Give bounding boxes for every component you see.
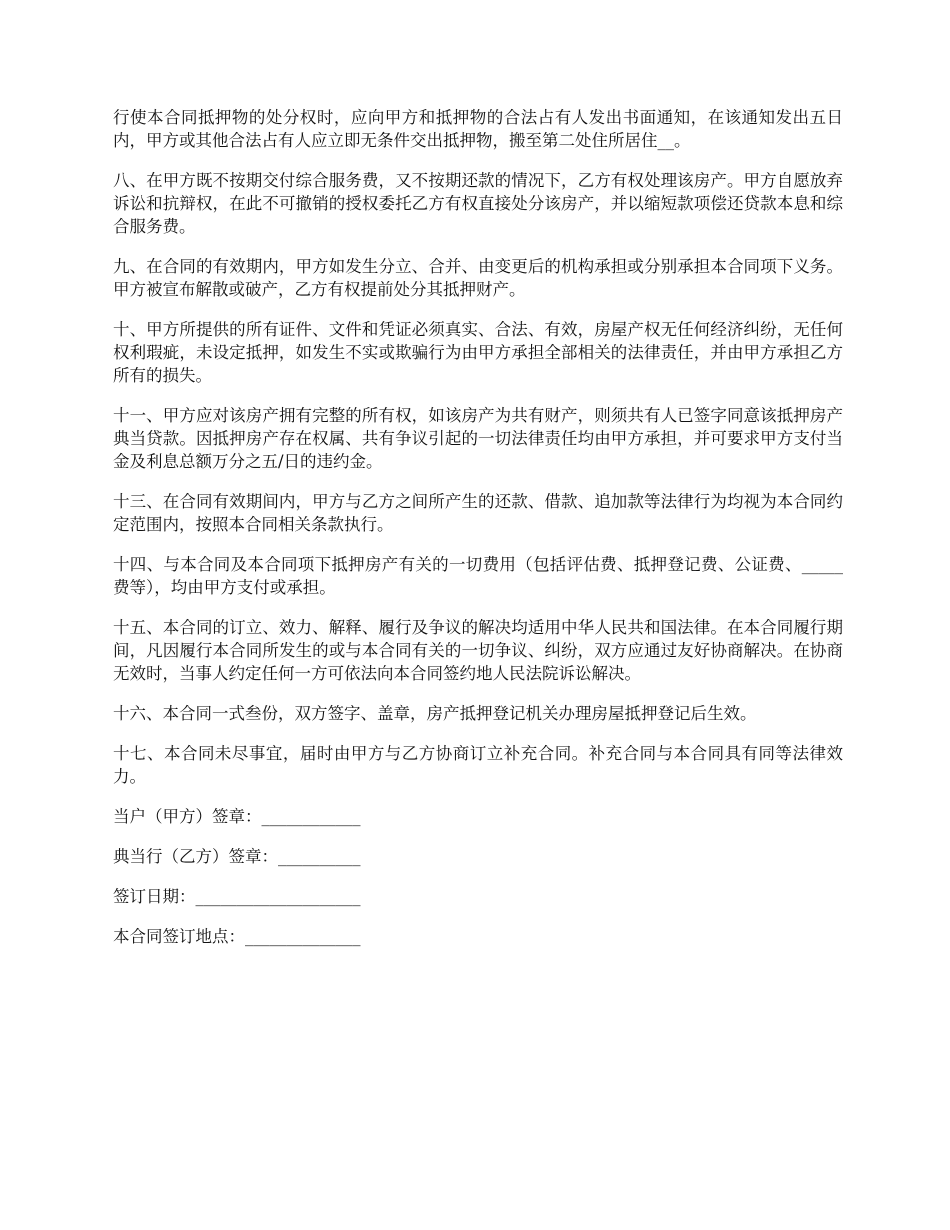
signing-date-line: 签订日期：____________________ — [113, 887, 361, 906]
clause-paragraph: 行使本合同抵押物的处分权时，应向甲方和抵押物的合法占有人发出书面通知，在该通知发出五日内，甲方或其他合法占有人应立即无条件交出抵押物，搬至第二处住所居住__。 — [113, 108, 843, 150]
clause-10: 十、甲方所提供的所有证件、文件和凭证必须真实、合法、有效，房屋产权无任何经济纠纷，无任何权利瑕疵，未设定抵押，如发生不实或欺骗行为由甲方承担全部相关的法律责任，并由甲方承担乙方所有的损失。 — [113, 320, 843, 385]
contract-page — [113, 106, 843, 965]
pawner-signature-line: 当户（甲方）签章：____________ — [113, 807, 361, 826]
clause-11: 十一、甲方应对该房产拥有完整的所有权，如该房产为共有财产，则须共有人已签字同意该抵押房产典当贷款。因抵押房产存在权属、共有争议引起的一切法律责任均由甲方承担，并可要求甲方支付当金及利息总额万分之五/日的违约金。 — [113, 406, 843, 471]
clause-13: 十三、在合同有效期间内，甲方与乙方之间所产生的还款、借款、追加款等法律行为均视为本合同约定范围内，按照本合同相关条款执行。 — [113, 492, 843, 534]
pawnshop-signature-line: 典当行（乙方）签章：__________ — [113, 847, 361, 866]
clause-17: 十七、本合同未尽事宜，届时由甲方与乙方协商订立补充合同。补充合同与本合同具有同等法律效力。 — [113, 744, 843, 786]
clause-15: 十五、本合同的订立、效力、解释、履行及争议的解决均适用中华人民共和国法律。在本合同履行期间，凡因履行本合同所发生的或与本合同有关的一切争议、纠纷，双方应通过友好协商解决。在协商无效时，当事人约定任何一方可依法向本合同签约地人民法院诉讼解决。 — [113, 618, 843, 683]
clause-9: 九、在合同的有效期内，甲方如发生分立、合并、由变更后的机构承担或分别承担本合同项下义务。甲方被宣布解散或破产，乙方有权提前处分其抵押财产。 — [113, 257, 843, 299]
clause-14: 十四、与本合同及本合同项下抵押房产有关的一切费用（包括评估费、抵押登记费、公证费、_____费等），均由甲方支付或承担。 — [113, 555, 843, 597]
clause-16: 十六、本合同一式叁份，双方签字、盖章，房产抵押登记机关办理房屋抵押登记后生效。 — [113, 704, 757, 723]
clause-8: 八、在甲方既不按期交付综合服务费，又不按期还款的情况下，乙方有权处理该房产。甲方自愿放弃诉讼和抗辩权，在此不可撤销的授权委托乙方有权直接处分该房产，并以缩短款项偿还贷款本息和综合服务费。 — [113, 171, 843, 236]
signing-place-line: 本合同签订地点：______________ — [113, 927, 361, 946]
